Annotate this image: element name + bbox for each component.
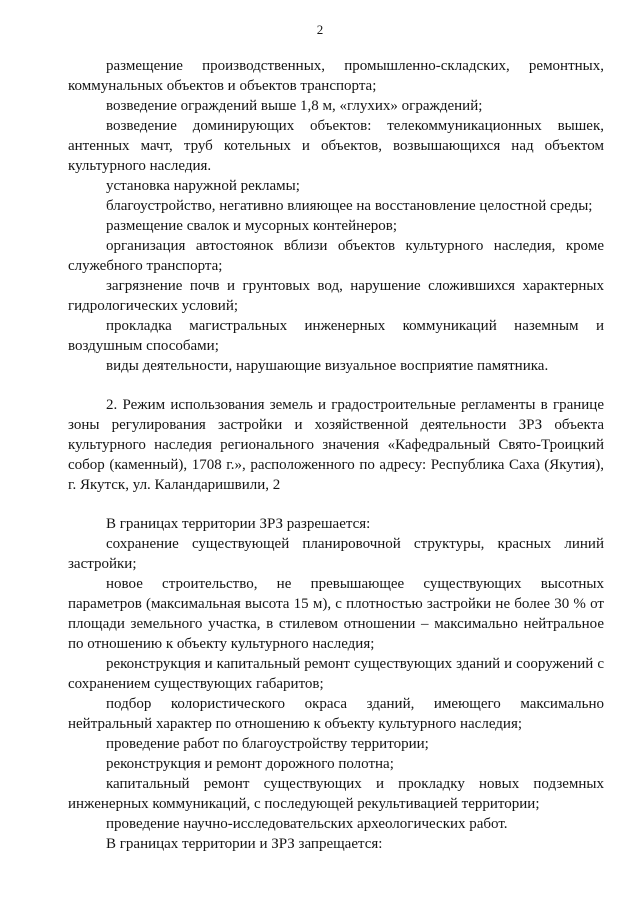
spacer [68, 495, 604, 514]
paragraph: капитальный ремонт существующих и прокладку новых подземных инженерных коммуникаций, с последующей рекультивацией территории; [68, 776, 604, 812]
paragraph: возведение доминирующих объектов: телекоммуникационных вышек, антенных мачт, труб котельных и объектов, возвышающихся над объектом культурного наследия. [68, 118, 604, 174]
paragraph: проведение научно-исследовательских археологических работ. [106, 816, 508, 832]
paragraph: размещение свалок и мусорных контейнеров; [106, 218, 398, 234]
paragraph: сохранение существующей планировочной структуры, красных линий застройки; [68, 536, 604, 572]
paragraph: реконструкция и ремонт дорожного полотна; [106, 756, 394, 772]
section-heading: 2. Режим использования земель и градостроительные регламенты в границе зоны регулирования застройки и хозяйственной деятельности ЗРЗ объекта культурного наследия регионального значения «Кафедральный Свято-Троицкий собор (каменный), 1708 г.», расположенного по адресу: Республика Саха (Якутия), г. Якутск, ул. Каландаришвили, 2 [68, 397, 604, 493]
paragraph: проведение работ по благоустройству территории; [106, 736, 429, 752]
paragraph: благоустройство, негативно влияющее на восстановление целостной среды; [106, 198, 593, 214]
paragraph: подбор колористического окраса зданий, имеющего максимально нейтральный характер по отношению к объекту культурного наследия; [68, 696, 604, 732]
paragraph: В границах территории ЗРЗ разрешается: [106, 516, 371, 532]
paragraph: новое строительство, не превышающее существующих высотных параметров (максимальная высота 15 м), с плотностью застройки не более 30 % от площади земельного участка, в стилевом отношении – максимально нейтральное по отношению к объекту культурного наследия; [68, 576, 604, 652]
document-body [68, 56, 604, 854]
paragraph: установка наружной рекламы; [106, 178, 300, 194]
paragraph: В границах территории и ЗРЗ запрещается: [106, 836, 383, 852]
paragraph: загрязнение почв и грунтовых вод, нарушение сложившихся характерных гидрологических условий; [68, 278, 604, 314]
paragraph: организация автостоянок вблизи объектов культурного наследия, кроме служебного транспорта; [68, 238, 604, 274]
page-number: 2 [316, 22, 324, 37]
paragraph: возведение ограждений выше 1,8 м, «глухих» ограждений; [106, 98, 483, 114]
paragraph: размещение производственных, промышленно-складских, ремонтных, коммунальных объектов и объектов транспорта; [68, 58, 604, 94]
paragraph: виды деятельности, нарушающие визуальное восприятие памятника. [106, 358, 549, 374]
paragraph: прокладка магистральных инженерных коммуникаций наземным и воздушным способами; [68, 318, 604, 354]
spacer [68, 376, 604, 395]
paragraph: реконструкция и капитальный ремонт существующих зданий и сооружений с сохранением существующих габаритов; [68, 656, 604, 692]
